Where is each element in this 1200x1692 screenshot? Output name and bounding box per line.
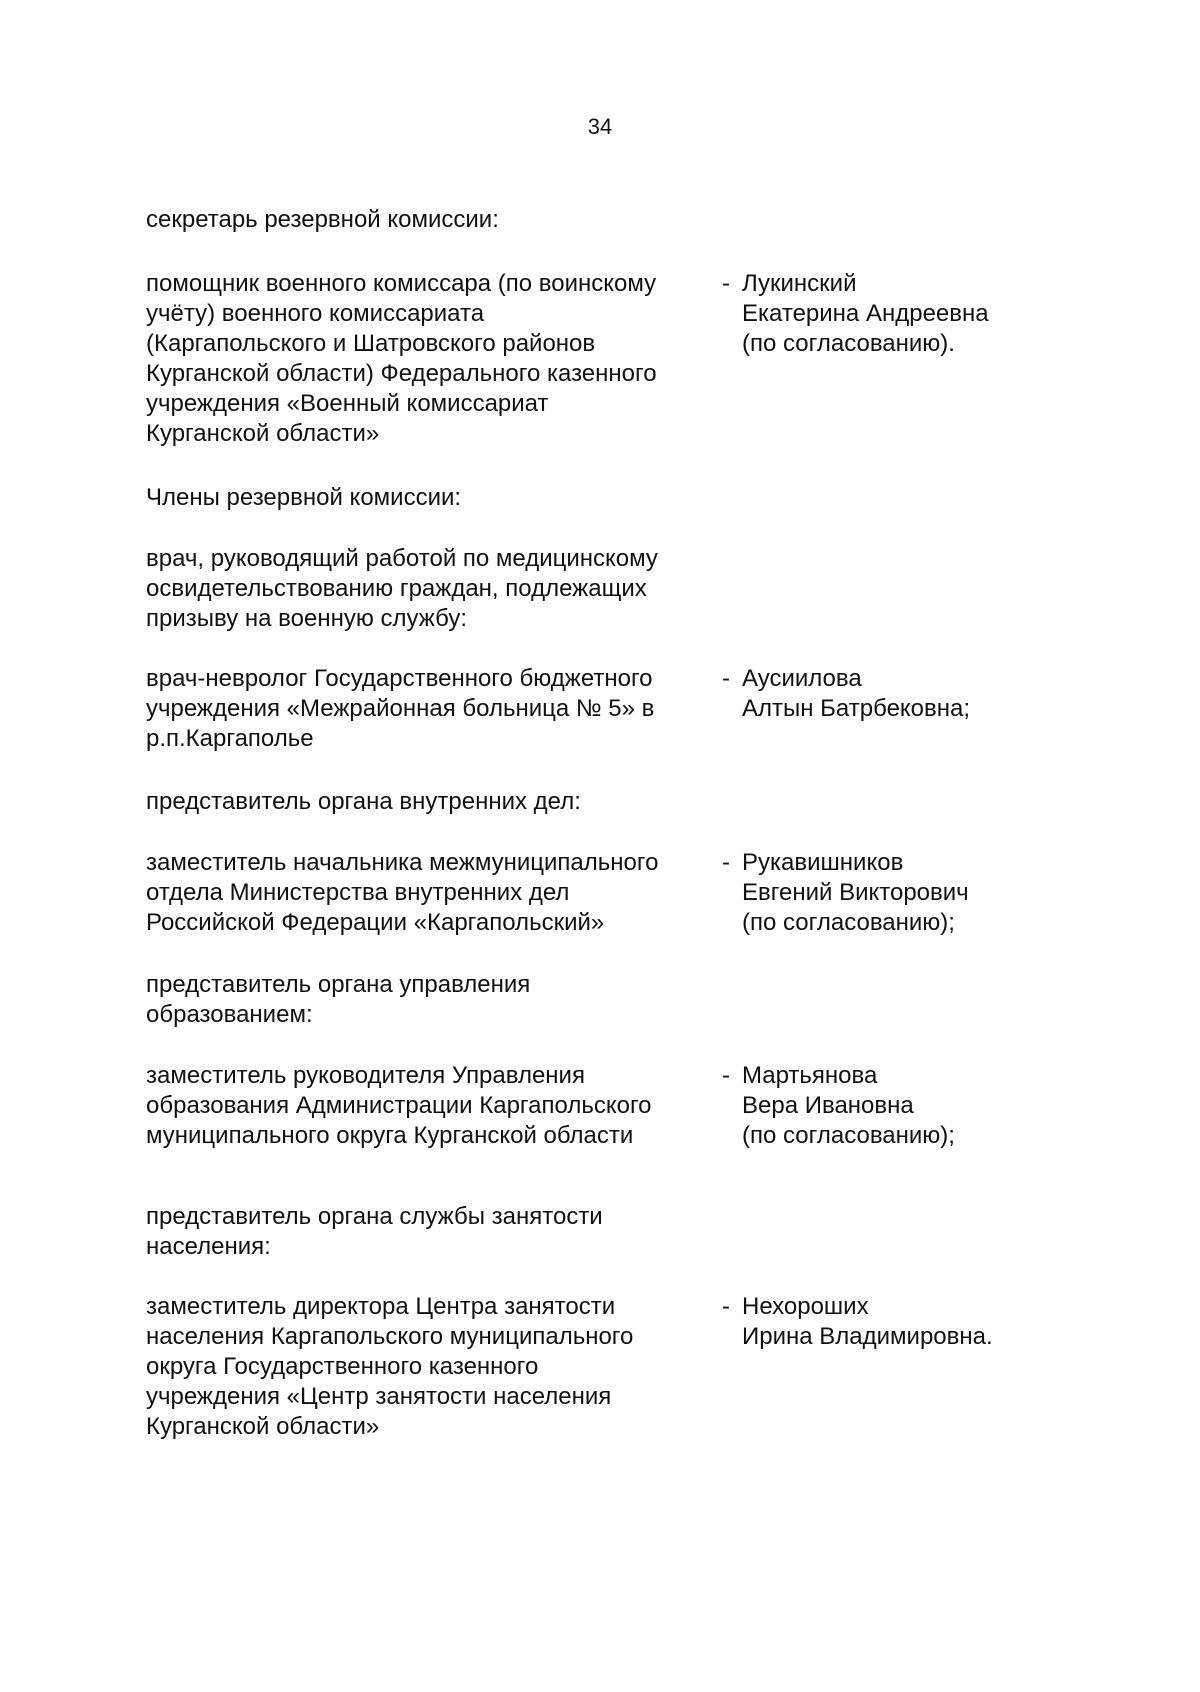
education-person [722, 1061, 1042, 1151]
dash: - [722, 665, 730, 692]
doctor-heading: врач, руководящий работой по медицинскому освидетельствованию граждан, подлежащих призыву на военную службу: [146, 545, 658, 632]
police-heading: представитель органа внутренних дел: [146, 788, 581, 815]
dash: - [722, 270, 730, 297]
employment-person [722, 1292, 1042, 1352]
page-number: 34 [587, 114, 613, 139]
secretary-person [722, 269, 1042, 359]
police-role: заместитель начальника межмуниципального отдела Министерства внутренних дел Российской Федерации «Каргапольский» [146, 849, 659, 936]
secretary-role: помощник военного комиссара (по воинскому учёту) военного комиссариата (Каргапольского и Шатровского районов Курганской области) Федерального казенного учреждения «Военный комиссариат Курганской области» [146, 270, 657, 447]
education-name: Мартьянова Вера Ивановна (по согласованию); [742, 1062, 955, 1149]
dash: - [722, 849, 730, 876]
secretary-name: Лукинский Екатерина Андреевна (по согласованию). [742, 270, 989, 357]
police-name: Рукавишников Евгений Викторович (по согласованию); [742, 849, 969, 936]
police-person [722, 848, 1042, 938]
education-role: заместитель руководителя Управления образования Администрации Каргапольского муниципального округа Курганской области [146, 1062, 652, 1149]
employment-name: Нехороших Ирина Владимировна. [742, 1293, 993, 1350]
education-heading: представитель органа управления образованием: [146, 971, 531, 1028]
employment-heading: представитель органа службы занятости населения: [146, 1203, 603, 1260]
dash: - [722, 1293, 730, 1320]
members-heading: Члены резервной комиссии: [146, 484, 462, 511]
employment-role: заместитель директора Центра занятости населения Каргапольского муниципального округа Государственного казенного учреждения «Центр занятости населения Курганской области» [146, 1293, 634, 1440]
dash: - [722, 1062, 730, 1089]
secretary-heading: секретарь резервной комиссии: [146, 206, 499, 233]
doctor-name: Аусиилова Алтын Батрбековна; [742, 665, 971, 722]
doctor-person [722, 664, 1042, 724]
doctor-role: врач-невролог Государственного бюджетного учреждения «Межрайонная больница № 5» в р.п.Каргаполье [146, 665, 655, 752]
